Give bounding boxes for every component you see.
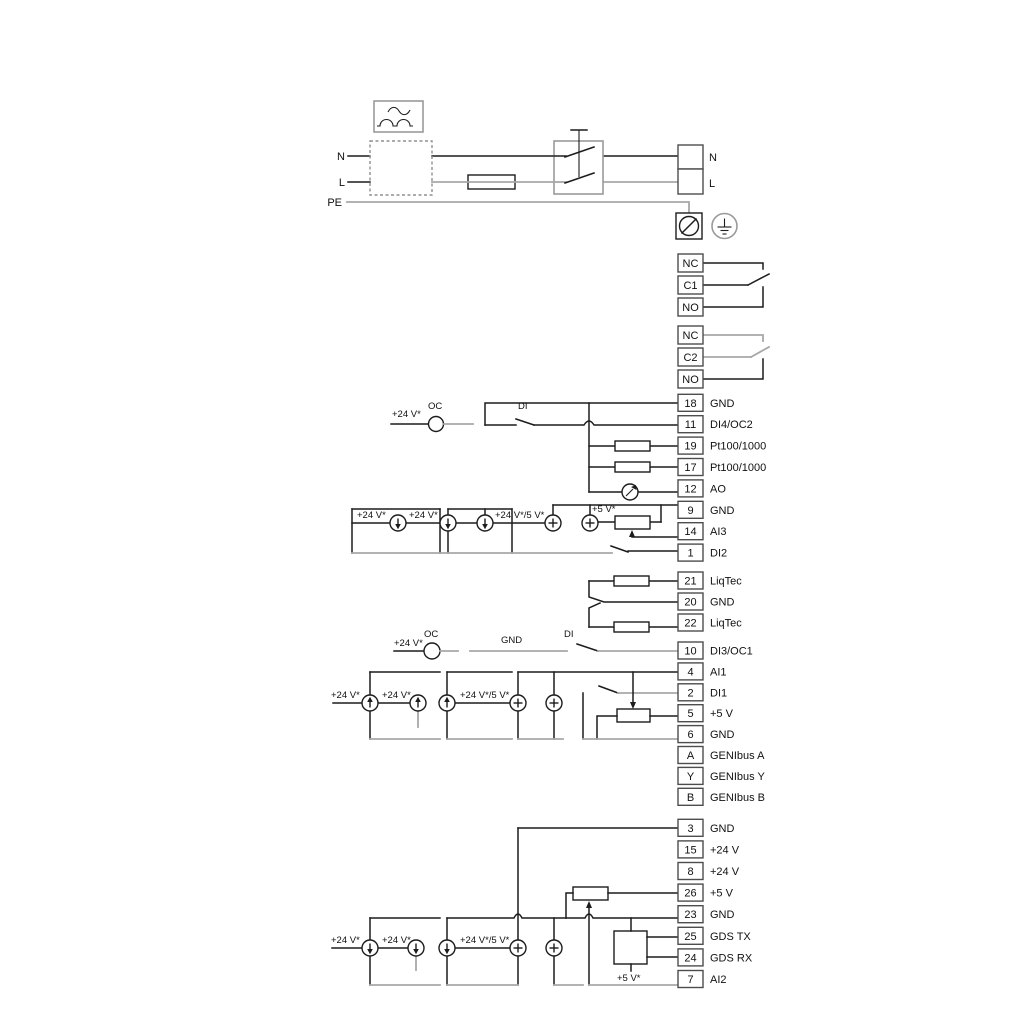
terminal-number-7: 7 [687, 974, 694, 986]
current-source-icon [510, 695, 526, 711]
terminal-number-21: 21 [684, 575, 697, 588]
terminal-cell-power-l [678, 169, 703, 194]
annotation-plus24v: +24 V* [409, 510, 438, 521]
terminal-number-NC: NC [682, 258, 699, 270]
terminal-label-22: LiqTec [710, 617, 742, 630]
terminal-number-6: 6 [687, 729, 694, 742]
wiper-arrow-icon [629, 530, 635, 537]
analog-input2-circuit [332, 828, 678, 985]
terminal-strips [678, 145, 766, 988]
fuse-icon [468, 175, 554, 189]
terminal-label-1: DI2 [710, 547, 728, 560]
terminal-number-Y: Y [686, 770, 695, 783]
terminal-label-10: DI3/OC1 [710, 645, 753, 658]
annotation-plus5v: +5 V* [592, 504, 616, 515]
annotation-plus24v: +24 V* [331, 690, 360, 701]
annotation-gnd: GND [501, 635, 523, 646]
terminal-label-Y: GENIbus Y [710, 770, 765, 783]
terminal-label-5: +5 V [710, 708, 733, 721]
annotation-plus5v: +5 V* [617, 973, 641, 984]
terminal-number-9: 9 [687, 504, 694, 517]
terminal-label-12: AO [710, 483, 726, 496]
gauge-icon [622, 484, 638, 500]
earth-ground-icon [712, 214, 737, 239]
open-collector-icon [424, 643, 440, 659]
gds-sensor-box [614, 931, 647, 964]
digital-input3-circuit [394, 643, 678, 659]
current-source-icon [510, 940, 526, 956]
current-source-icon [410, 695, 426, 711]
annotation-di: DI [518, 401, 528, 412]
text-labels [327, 151, 717, 984]
terminal-number-18: 18 [684, 397, 697, 410]
terminal-number-19: 19 [684, 440, 697, 453]
terminal-number-23: 23 [684, 909, 697, 922]
resistor-icon [614, 576, 649, 586]
ac-supply-icon [374, 101, 423, 132]
annotation-plus24v: +24 V* [382, 690, 411, 701]
current-source-icon [440, 515, 456, 531]
terminal-label-8: +24 V [710, 866, 740, 878]
terminal-number-C2: C2 [683, 352, 698, 364]
mains-switch-icon [554, 130, 603, 194]
pt100-sensor-circuit [589, 441, 678, 500]
annotation-di: DI [564, 629, 574, 640]
annotation-plus24v-5v: +24 V*/5 V* [460, 935, 510, 946]
mains-label-n: N [337, 151, 345, 163]
annotation-plus24v-5v: +24 V*/5 V* [460, 690, 510, 701]
terminal-number-12: 12 [684, 483, 697, 496]
resistor-icon [615, 462, 650, 472]
annotation-oc: OC [424, 629, 439, 640]
terminal-number-NC: NC [682, 330, 699, 342]
terminal-label-20: GND [710, 596, 735, 609]
terminal-label-2: DI1 [710, 687, 728, 700]
terminal-number-14: 14 [684, 526, 697, 539]
annotation-plus24v: +24 V* [394, 638, 423, 649]
current-source-icon [545, 515, 561, 531]
terminal-number-22: 22 [684, 617, 697, 630]
terminal-number-4: 4 [687, 666, 694, 679]
current-source-icon [546, 940, 562, 956]
terminal-number-3: 3 [687, 822, 694, 835]
mains-label-l: L [338, 177, 345, 189]
terminal-number-2: 2 [687, 687, 694, 700]
terminal-label-14: AI3 [710, 526, 727, 539]
terminal-number-26: 26 [684, 887, 697, 900]
terminal-number-NO: NO [682, 302, 699, 314]
annotation-plus24v: +24 V* [382, 935, 411, 946]
current-source-icon [362, 940, 378, 956]
terminal-number-NO: NO [682, 374, 699, 386]
terminal-label-24: GDS RX [710, 952, 753, 965]
terminal-label-9: GND [710, 504, 735, 517]
potentiometer-icon [617, 709, 650, 722]
current-source-icon [546, 695, 562, 711]
terminal-number-11: 11 [684, 419, 697, 432]
relay1-wires [703, 263, 769, 307]
resistor-icon [614, 622, 649, 632]
terminal-label-25: GDS TX [710, 930, 751, 943]
terminal-number-8: 8 [687, 866, 694, 878]
annotation-plus24v-5v: +24 V*/5 V* [495, 510, 545, 521]
terminal-label-19: Pt100/1000 [710, 440, 767, 453]
analog-input1-circuit [333, 672, 678, 739]
resistor-icon [615, 441, 650, 451]
current-source-icon [390, 515, 406, 531]
terminal-cell-power-n [678, 145, 703, 169]
terminal-number-C1: C1 [683, 280, 698, 292]
wiper-arrow-icon [630, 702, 636, 709]
current-source-icon [362, 695, 378, 711]
terminal-label-6: GND [710, 729, 735, 742]
terminal-number-10: 10 [684, 645, 697, 658]
terminal-number-A: A [686, 750, 695, 762]
mains-label-pe: PE [327, 197, 342, 209]
terminal-number-25: 25 [684, 930, 697, 943]
terminal-number-B: B [686, 791, 695, 804]
terminal-label-18: GND [710, 397, 735, 410]
current-source-icon [439, 940, 455, 956]
terminal-number-15: 15 [684, 844, 697, 857]
terminal-label-15: +24 V [710, 844, 740, 857]
potentiometer-icon [615, 516, 650, 529]
terminal-label-21: LiqTec [710, 575, 742, 588]
terminal-label-26: +5 V [710, 887, 733, 900]
terminal-label-3: GND [710, 822, 735, 835]
terminal-label-23: GND [710, 909, 735, 922]
terminal-label-l: L [709, 178, 716, 190]
relay2-wires [703, 335, 769, 379]
terminal-label-n: N [709, 152, 717, 164]
power-circuit-wires [347, 156, 689, 213]
current-source-icon [439, 695, 455, 711]
emc-filter-box [370, 141, 432, 195]
terminal-label-7: AI2 [710, 974, 727, 986]
liqtec-circuit [589, 576, 678, 632]
terminal-number-17: 17 [684, 462, 697, 474]
terminal-number-5: 5 [687, 708, 694, 721]
terminal-number-1: 1 [687, 547, 694, 560]
terminal-number-24: 24 [684, 952, 697, 965]
open-collector-icon [429, 417, 444, 432]
terminal-label-A: GENIbus A [710, 750, 765, 762]
terminal-number-20: 20 [684, 596, 697, 609]
current-source-icon [582, 515, 598, 531]
terminal-label-17: Pt100/1000 [710, 462, 767, 474]
current-source-icon [477, 515, 493, 531]
terminal-label-11: DI4/OC2 [710, 419, 753, 432]
terminal-label-4: AI1 [710, 666, 727, 679]
annotation-plus24v: +24 V* [357, 510, 386, 521]
annotation-oc: OC [428, 401, 443, 412]
terminal-label-B: GENIbus B [710, 791, 766, 804]
potentiometer-icon [573, 887, 608, 900]
annotation-plus24v: +24 V* [392, 409, 421, 420]
annotation-plus24v: +24 V* [331, 935, 360, 946]
cable-gland-icon [676, 213, 702, 239]
